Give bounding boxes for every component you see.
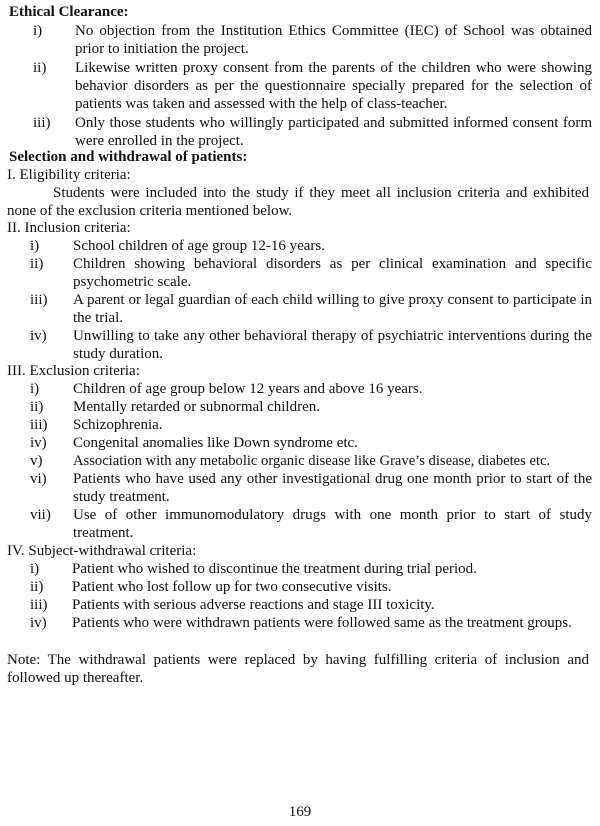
item-number: i)	[30, 381, 40, 397]
list-item	[30, 398, 592, 416]
item-text: Congenital anomalies like Down syndrome etc.	[73, 435, 358, 451]
item-text: A parent or legal guardian of each child willing to give proxy consent to participate in the trial.	[73, 292, 592, 326]
item-number: v)	[30, 453, 43, 469]
item-number: ii)	[30, 399, 44, 415]
item-text: Patients with serious adverse reactions and stage III toxicity.	[72, 597, 435, 613]
item-text: Likewise written proxy consent from the parents of the children who were showing behavior disorders as per the questionnaire specially prepared for the selection of patients was taken and assessed with the help of class-teacher.	[75, 60, 592, 112]
exclusion-criteria-title: III. Exclusion criteria:	[7, 363, 140, 379]
item-number: iii)	[30, 597, 48, 613]
list-item	[30, 327, 592, 363]
item-number: ii)	[33, 60, 47, 76]
item-number: iv)	[30, 435, 47, 451]
ethical-clearance-heading: Ethical Clearance:	[9, 4, 129, 20]
list-item	[30, 237, 592, 255]
item-number: iii)	[33, 115, 51, 131]
list-item	[33, 59, 592, 113]
list-item	[30, 380, 592, 398]
list-item	[30, 560, 592, 578]
list-item	[30, 416, 592, 434]
item-text: Children showing behavioral disorders as per clinical examination and specific psychometric scale.	[73, 256, 592, 290]
item-number: vii)	[30, 507, 51, 523]
item-number: i)	[30, 561, 40, 577]
item-number: iii)	[30, 292, 48, 308]
item-number: iii)	[30, 417, 48, 433]
item-text: No objection from the Institution Ethics Committee (IEC) of School was obtained prior to initiation the project.	[75, 23, 592, 57]
item-text: Patient who lost follow up for two consecutive visits.	[72, 579, 392, 595]
inclusion-criteria-title: II. Inclusion criteria:	[7, 220, 131, 236]
page-number: 169	[288, 804, 312, 820]
item-text: Patient who wished to discontinue the treatment during trial period.	[72, 561, 477, 577]
item-text: Schizophrenia.	[73, 417, 163, 433]
list-item	[30, 506, 592, 542]
item-number: i)	[33, 23, 43, 39]
withdrawal-note: Note: The withdrawal patients were replaced by having fulfilling criteria of inclusion and followed up thereafter.	[7, 652, 589, 686]
eligibility-text: Students were included into the study if they meet all inclusion criteria and exhibited none of the exclusion criteria mentioned below.	[7, 185, 589, 219]
list-item	[30, 291, 592, 327]
list-item	[30, 255, 592, 291]
list-item	[30, 578, 592, 596]
list-item	[30, 452, 592, 470]
item-number: vi)	[30, 471, 47, 487]
item-text: Use of other immunomodulatory drugs with one month prior to start of study treatment.	[73, 507, 592, 541]
selection-withdrawal-heading: Selection and withdrawal of patients:	[9, 149, 248, 165]
item-number: i)	[30, 238, 40, 254]
item-number: ii)	[30, 256, 44, 272]
item-number: iv)	[30, 328, 47, 344]
list-item	[30, 470, 592, 506]
list-item	[30, 596, 592, 614]
item-text: School children of age group 12-16 years.	[73, 238, 326, 254]
item-text: Children of age group below 12 years and above 16 years.	[73, 381, 423, 397]
list-item	[33, 114, 592, 150]
eligibility-criteria-title: I. Eligibility criteria:	[7, 167, 131, 183]
list-item	[30, 434, 592, 452]
list-item	[33, 22, 592, 58]
item-text: Unwilling to take any other behavioral therapy of psychiatric interventions during the study duration.	[73, 328, 592, 362]
item-number: ii)	[30, 579, 44, 595]
withdrawal-criteria-title: IV. Subject-withdrawal criteria:	[7, 543, 197, 559]
item-text: Only those students who willingly participated and submitted informed consent form were enrolled in the project.	[75, 115, 592, 149]
item-text: Patients who have used any other investigational drug one month prior to start of the study treatment.	[73, 471, 592, 505]
list-item	[30, 614, 592, 632]
item-text: Mentally retarded or subnormal children.	[73, 399, 321, 415]
item-text: Patients who were withdrawn patients were followed same as the treatment groups.	[72, 615, 572, 631]
item-text: Association with any metabolic organic disease like Grave’s disease, diabetes etc.	[73, 453, 551, 469]
item-number: iv)	[30, 615, 47, 631]
